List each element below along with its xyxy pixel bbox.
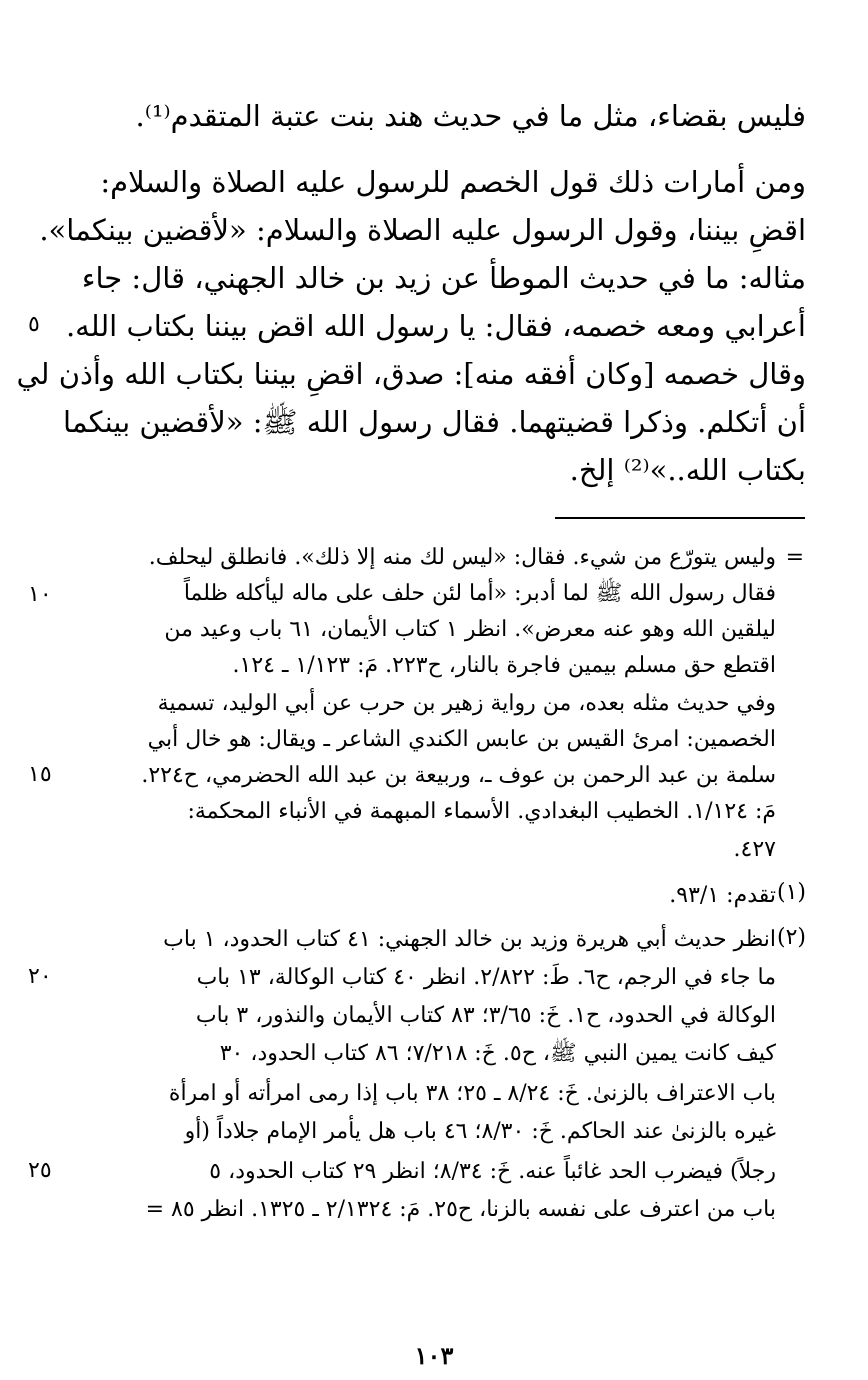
line-number-10: ١٠ <box>28 582 52 607</box>
continuation-marker: = <box>785 545 804 570</box>
main-text-line-3: اقضِ بيننا، وقول الرسول عليه الصلاة والسلام: «لأقضين بينكما». <box>39 213 806 247</box>
main-text-line-5: أعرابي ومعه خصمه، فقال: يا رسول الله اقض بيننا بكتاب الله. <box>65 309 806 343</box>
footnote-2-line-8: باب من اعترف على نفسه بالزنا، ح٢٥. مَ: ٢/١٣٢٤ ـ ١٣٢٥. انظر ٨٥ = <box>145 1197 776 1222</box>
footnote-continued-line-9: ٤٢٧. <box>733 837 776 862</box>
page-number: ١٠٣ <box>414 1341 454 1370</box>
footnote-1-text: تقدم: ٩٣/١. <box>669 883 776 908</box>
footnote-2-line-7: رجلاً) فيضرب الحد غائباً عنه. خَ: ٨/٣٤؛ انظر ٢٩ كتاب الحدود، ٥ <box>209 1159 776 1184</box>
footnote-continued-line-7: سلمة بن عبد الرحمن بن عوف ـ، وربيعة بن عبد الله الحضرمي، ح٢٢٤. <box>141 763 776 788</box>
footnote-1-label: (١) <box>776 880 806 905</box>
line-number-20: ٢٠ <box>28 964 52 989</box>
main-text-line-4: مثاله: ما في حديث الموطأ عن زيد بن خالد الجهني، قال: جاء <box>81 261 806 295</box>
main-text-line-7: أن أتكلم. وذكرا قضيتهما. فقال رسول الله ﷺ: «لأقضين بينكما <box>62 405 806 439</box>
footnote-2-line-6: غيره بالزنىٰ عند الحاكم. خَ: ٨/٣٠؛ ٤٦ باب هل يأمر الإمام جلاداً (أو <box>184 1119 776 1144</box>
footnote-continued-line-3: ليلقين الله وهو عنه معرض». انظر ١ كتاب الأيمان، ٦١ باب وعيد من <box>164 617 776 642</box>
footnote-continued-line-8: مَ: ١/١٢٤. الخطيب البغدادي. الأسماء المبهمة في الأنباء المحكمة: <box>187 799 776 824</box>
footnote-2-line-1: انظر حديث أبي هريرة وزيد بن خالد الجهني: ٤١ كتاب الحدود، ١ باب <box>163 927 776 952</box>
main-text-line-6: وقال خصمه [وكان أفقه منه]: صدق، اقضِ بيننا بكتاب الله وأذن لي <box>16 357 806 391</box>
footnote-2-line-4: كيف كانت يمين النبي ﷺ، ح٥. خَ: ٧/٢١٨؛ ٨٦ كتاب الحدود، ٣٠ <box>219 1041 776 1066</box>
footnote-continued-line-1: وليس يتورّع من شيء. فقال: «ليس لك منه إلا ذلك». فانطلق ليحلف. <box>148 545 776 570</box>
footnote-continued-line-2: فقال رسول الله ﷺ لما أدبر: «أما لئن حلف على ماله ليأكله ظلماً <box>183 581 776 606</box>
footnote-continued-line-4: اقتطع حق مسلم بيمين فاجرة بالنار، ح٢٢٣. مَ: ١/١٢٣ ـ ١٢٤. <box>232 653 776 678</box>
footnote-2-line-5: باب الاعتراف بالزنىٰ. خَ: ٨/٢٤ ـ ٢٥؛ ٣٨ باب إذا رمى امرأته أو امرأة <box>168 1081 776 1106</box>
line-number-15: ١٥ <box>28 762 52 787</box>
line-number-25: ٢٥ <box>28 1158 52 1183</box>
line-number-5: ٥ <box>28 312 40 337</box>
footnote-2-line-3: الوكالة في الحدود، ح١. خَ: ٣/٦٥؛ ٨٣ كتاب الأيمان والنذور، ٣ باب <box>195 1003 776 1028</box>
main-text-line-8: بكتاب الله..»⁽²⁾ إلخ. <box>569 453 806 487</box>
footnote-continued-line-5: وفي حديث مثله بعده، من رواية زهير بن حرب عن أبي الوليد، تسمية <box>157 691 776 716</box>
main-text-line-2: ومن أمارات ذلك قول الخصم للرسول عليه الصلاة والسلام: <box>100 165 806 199</box>
footnote-2-line-2: ما جاء في الرجم، ح٦. طَ: ٢/٨٢٢. انظر ٤٠ كتاب الوكالة، ١٣ باب <box>196 965 776 990</box>
footnote-continued-line-6: الخصمين: امرئ القيس بن عابس الكندي الشاعر ـ ويقال: هو خال أبي <box>147 727 776 752</box>
main-text-line-1: فليس بقضاء، مثل ما في حديث هند بنت عتبة المتقدم⁽¹⁾. <box>135 99 806 133</box>
footnote-2-label: (٢) <box>776 925 806 950</box>
footnote-separator <box>555 517 805 519</box>
